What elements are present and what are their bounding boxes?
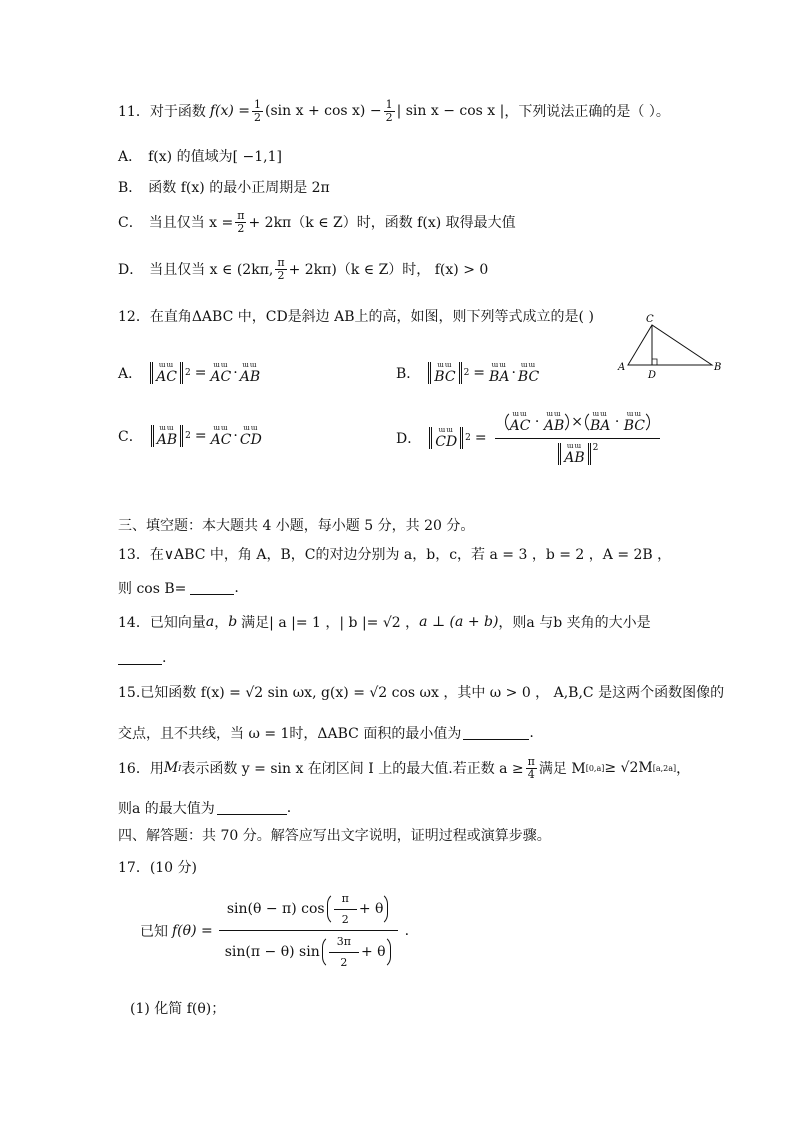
equals-sign: =	[473, 365, 486, 381]
q13-line-2	[118, 578, 239, 598]
vector-name: AC	[210, 369, 232, 385]
q11-stem	[118, 99, 670, 123]
q12-option-d-denominator	[548, 439, 606, 465]
q15-line-2-suffix: .	[529, 725, 534, 741]
section-3-title: 三、填空题：本大题共 4 小题，每小题 5 分，共 20 分。	[118, 518, 475, 534]
vector-arrow: ɯɯ	[213, 424, 229, 432]
q11-half-1-den: 2	[254, 110, 262, 124]
vector-name: CD	[435, 433, 458, 450]
label-a: A	[618, 362, 626, 373]
q15-line-1: 15.已知函数 f(x) = √2 sin ωx, g(x) = √2 cos ωx ，其中 ω > 0 ， A,B,C 是这两个函数图像的	[118, 685, 725, 701]
q17-numerator	[219, 892, 399, 931]
section-4-title: 四、解答题：共 70 分。解答应写出文字说明，证明过程或演算步骤。	[118, 828, 551, 844]
q11-half-1	[252, 99, 263, 123]
vector-arrow: ɯɯ	[546, 410, 562, 418]
q15-line-2-prefix: 交点，且不共线，当 ω = 1时，ΔABC 面积的最小值为	[118, 726, 462, 742]
q16-line-2	[118, 798, 291, 818]
vector-name: AB	[564, 450, 585, 466]
q11-option-d-label: D．	[118, 262, 144, 279]
vector-arrow: ɯɯ	[437, 361, 453, 369]
q17-den-frac-den: 2	[340, 955, 348, 969]
dot-operator: ·	[511, 365, 516, 381]
vector-name: BA	[489, 369, 510, 385]
vector-arrow: ɯɯ	[566, 442, 583, 450]
q17-den-text: sin(π − θ) sin	[224, 944, 320, 961]
vector-name: BC	[623, 418, 645, 434]
vector-arrow: ɯɯ	[626, 410, 642, 418]
q17-known: 已知	[140, 923, 168, 940]
q12-option-a-abs	[150, 362, 183, 384]
q14-prefix: 14．已知向量	[118, 615, 206, 631]
q13-line-1: 13．在∨ABC 中，角 A，B，C的对边分别为 a，b，c，若 a = 3 ，b = 2 ，A = 2B ，	[118, 547, 672, 563]
q11-option-a-label: A．	[118, 149, 143, 165]
q13-line-2-suffix: .	[234, 580, 239, 596]
q12-option-a	[118, 362, 260, 384]
q11-option-d-pre: 当且仅当 x ∈ (2kπ,	[149, 262, 274, 279]
q17-denominator	[217, 931, 401, 969]
vector-arrow: ɯɯ	[213, 361, 229, 369]
q14-suffix: ，则a 与b 夹角的大小是	[498, 615, 651, 631]
q11-option-b-label: B．	[118, 180, 143, 196]
q14-comma: ，	[214, 615, 229, 631]
vector-arrow: ɯɯ	[242, 361, 258, 369]
q17-part-1: (1) 化简 f(θ)；	[130, 1001, 226, 1017]
vector-arrow: ɯɯ	[159, 424, 175, 432]
q12-option-c	[118, 425, 262, 447]
q12-option-b-abs	[428, 362, 461, 384]
q11-option-c-frac-num: π	[237, 209, 245, 222]
q11-half-2-den: 2	[385, 110, 393, 124]
q12-option-d	[396, 410, 664, 465]
vector-name: AC	[210, 432, 232, 448]
q16-frac	[526, 756, 537, 780]
q12-option-c-abs	[151, 425, 183, 447]
paren-group-2	[585, 410, 650, 434]
q12-stem: 12．在直角ΔABC 中，CD是斜边 AB上的高，如图，则下列等式成立的是( )	[118, 309, 594, 325]
vector-name: AB	[543, 418, 565, 434]
q12-option-d-den-square: 2	[592, 443, 599, 453]
q16-end: ，	[676, 761, 691, 778]
q11-option-d	[118, 257, 488, 281]
q11-part2: | sin x − cos x |	[396, 103, 505, 120]
vector-arrow: ɯɯ	[438, 425, 454, 434]
dot-operator: ·	[233, 365, 238, 381]
q17-num-frac-num: π	[334, 893, 357, 910]
answer-blank	[190, 582, 234, 595]
q16-m-subscript: I	[178, 763, 182, 773]
dot-operator: ·	[534, 414, 540, 430]
vector-arrow: ɯɯ	[512, 410, 528, 418]
q11-option-b	[118, 177, 330, 197]
q11-half-2	[384, 99, 395, 123]
q11-option-c-post: + 2kπ（k ∈ Z）时，函数 f(x) 取得最大值	[248, 215, 516, 232]
label-b: B	[714, 362, 722, 373]
answer-blank	[118, 652, 162, 665]
q17-num-text: sin(θ − π) cos	[226, 901, 325, 918]
q16-frac-den: 4	[527, 767, 535, 781]
q11-option-d-frac-num: π	[277, 256, 285, 269]
vector-arrow: ɯɯ	[491, 361, 507, 369]
q16-mid3: ≥ √2M	[604, 760, 653, 777]
q11-stem-suffix: ，下列说法正确的是（ ）。	[504, 104, 670, 121]
q12-option-a-label: A．	[118, 366, 143, 382]
q12-option-c-square: 2	[185, 431, 191, 441]
equals-sign: =	[194, 365, 207, 381]
vector-name: BA	[589, 418, 611, 434]
q12-option-b	[396, 362, 539, 384]
q12-option-d-fraction	[495, 410, 660, 465]
q11-option-c-label: C．	[118, 215, 143, 232]
q11-option-b-text: 函数 f(x) 的最小正周期是 2π	[148, 180, 330, 196]
q11-stem-prefix: 11．对于函数	[118, 104, 206, 121]
q12-option-b-label: B．	[396, 366, 421, 382]
q17-num-paren	[327, 892, 389, 926]
triangle-abc	[628, 325, 712, 365]
q11-half-1-num: 1	[254, 98, 262, 111]
q15-line-2	[118, 723, 534, 743]
q11-part1: (sin x + cos x) −	[265, 103, 382, 120]
vector-arrow: ɯɯ	[520, 361, 537, 369]
q11-half-2-num: 1	[385, 98, 393, 111]
q11-option-c-frac	[235, 210, 246, 234]
q14-mid: 满足	[241, 615, 270, 631]
q12-option-c-label: C．	[118, 429, 143, 445]
q14-condition-2: a ⊥ (a + b)	[419, 614, 499, 630]
q16-prefix: 16．用	[118, 761, 164, 778]
vector-name: BC	[517, 369, 540, 385]
paren-group-1	[505, 410, 570, 434]
dot-operator: ·	[614, 414, 620, 430]
vector-a: a	[205, 614, 215, 630]
q12-option-a-square: 2	[184, 368, 191, 378]
label-c: C	[646, 314, 654, 325]
q16-mid: 表示函数 y = sin x 在闭区间 I 上的最大值.若正数 a ≥	[181, 761, 524, 778]
q17-num-frac-den: 2	[341, 912, 349, 926]
q11-option-c-pre: 当且仅当 x =	[148, 215, 234, 232]
q17-den-paren	[322, 935, 391, 969]
vector-arrow: ɯɯ	[243, 424, 259, 432]
q16-line-2-suffix: .	[286, 800, 292, 816]
equals-sign: =	[474, 429, 487, 446]
dot-operator: ·	[233, 428, 238, 444]
vector-name: AB	[239, 369, 261, 385]
q12-option-d-abs	[429, 427, 463, 449]
q17-den-plus: + θ	[360, 944, 386, 961]
q12-triangle-figure	[610, 312, 730, 380]
q17-lhs: f(θ) =	[172, 922, 213, 939]
vector-arrow: ɯɯ	[158, 361, 175, 369]
vector-name: CD	[239, 432, 262, 448]
label-d: D	[648, 370, 657, 380]
q14-end: .	[162, 650, 167, 666]
vector-name: AC	[509, 418, 531, 434]
q11-func-lhs: f(x) =	[209, 103, 251, 120]
q11-option-d-post: + 2kπ)（k ∈ Z）时， f(x) > 0	[288, 262, 489, 279]
answer-blank	[217, 802, 287, 815]
q11-option-a-text: f(x) 的值域为[ −1,1]	[148, 149, 282, 165]
q16-sub1: [0,a]	[585, 763, 605, 773]
q14-condition-1: | a |= 1 ，| b |= √2 ，	[269, 615, 420, 631]
vector-name: AC	[156, 369, 177, 385]
q16-frac-num: π	[527, 755, 535, 768]
q13-line-2-prefix: 则 cos B=	[118, 581, 187, 597]
q16-line-1	[118, 756, 690, 780]
q16-line-2-prefix: 则a 的最大值为	[118, 801, 215, 817]
q16-sub2: [a,2a]	[652, 763, 677, 773]
q11-option-c-frac-den: 2	[237, 221, 245, 235]
q11-option-c	[118, 210, 516, 234]
q12-option-d-numerator	[495, 410, 660, 439]
q12-option-d-label: D．	[396, 430, 422, 447]
times-operator: ×	[571, 414, 583, 430]
q17-main-fraction	[217, 892, 401, 969]
q11-option-d-frac	[275, 257, 286, 281]
q16-m-symbol: M	[163, 760, 179, 777]
vector-b: b	[228, 614, 238, 630]
q11-option-a	[118, 146, 282, 166]
q17-end: .	[404, 922, 410, 939]
q12-option-d-square: 2	[465, 432, 471, 443]
q12-option-b-square: 2	[463, 368, 470, 378]
q14-line-2	[118, 650, 166, 666]
q14-line-1	[118, 612, 651, 632]
q17-den-frac-num: 3π	[329, 936, 359, 953]
q11-option-d-frac-den: 2	[277, 268, 285, 282]
q16-mid2: 满足 M	[538, 761, 586, 778]
vector-name: AB	[156, 432, 178, 448]
vector-name: BC	[434, 369, 456, 385]
q17-formula	[140, 892, 409, 969]
q17-num-plus: + θ	[358, 901, 384, 918]
q17-heading: 17．(10 分)	[118, 860, 198, 876]
equals-sign: =	[194, 428, 207, 444]
answer-blank	[463, 727, 529, 740]
right-angle-mark	[652, 359, 657, 365]
vector-arrow: ɯɯ	[592, 410, 608, 418]
